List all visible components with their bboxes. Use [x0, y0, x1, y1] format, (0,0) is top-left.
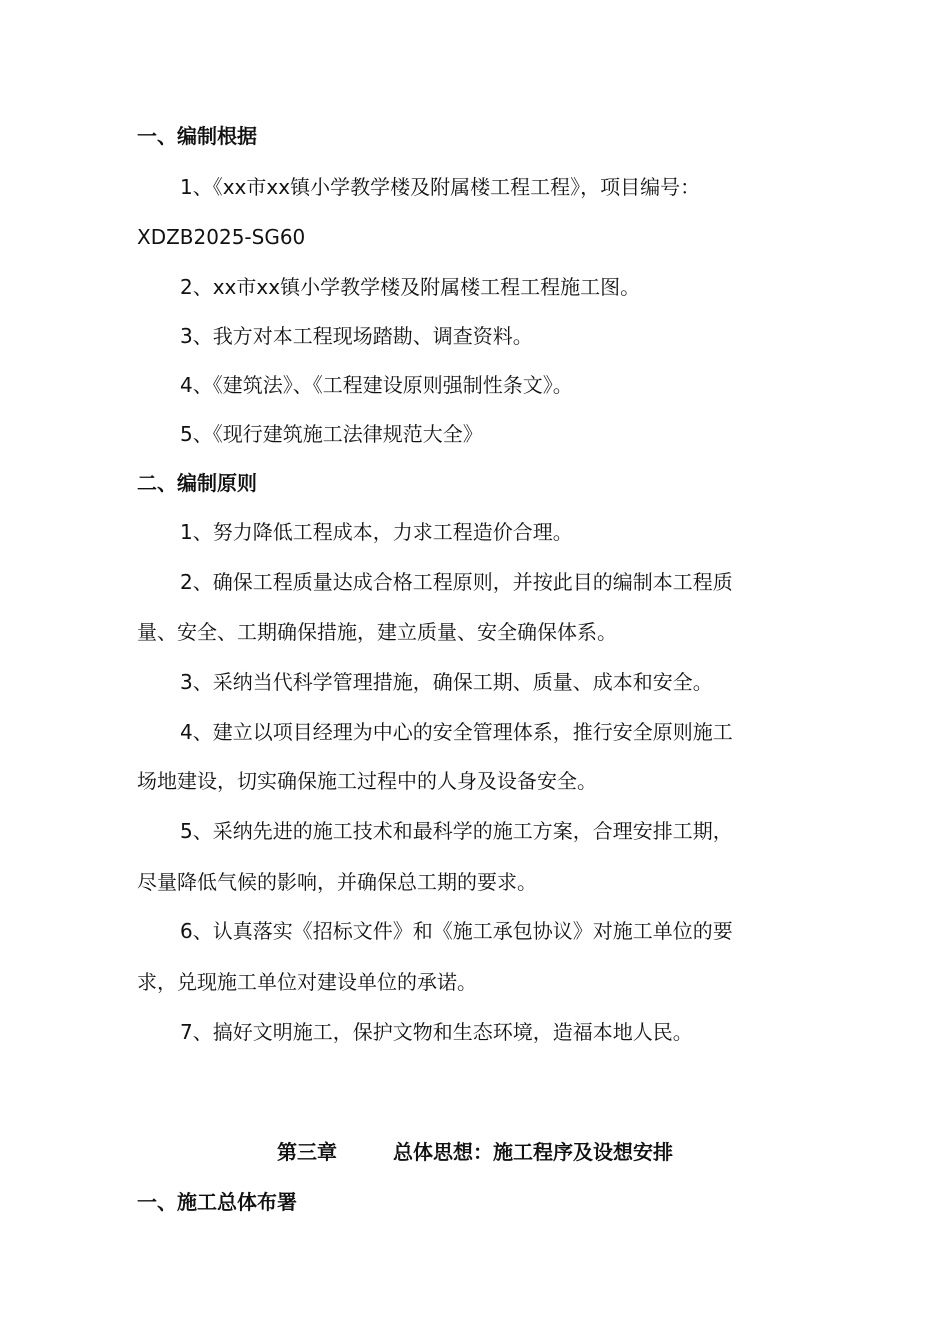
paragraph-line: 5、《现行建筑施工法律规范大全》 [180, 422, 483, 446]
paragraph-line: 1、努力降低工程成本，力求工程造价合理。 [180, 520, 573, 544]
section-heading: 二、编制原则 [137, 471, 257, 495]
paragraph-line: 2、确保工程质量达成合格工程原则，并按此目的编制本工程质 [180, 570, 733, 594]
chapter-heading [0, 1138, 950, 1166]
section-heading: 一、编制根据 [137, 124, 257, 148]
paragraph-line: 4、《建筑法》、《工程建设原则强制性条文》。 [180, 373, 573, 397]
paragraph-line: 1、《xx市xx镇小学教学楼及附属楼工程工程》，项目编号： [180, 175, 701, 199]
paragraph-line: 7、搞好文明施工，保护文物和生态环境，造福本地人民。 [180, 1020, 693, 1044]
paragraph-line: 量、安全、工期确保措施，建立质量、安全确保体系。 [137, 620, 617, 644]
paragraph-line: 求，兑现施工单位对建设单位的承诺。 [137, 970, 477, 994]
chapter-number: 第三章 [277, 1140, 337, 1164]
paragraph-line: 2、xx市xx镇小学教学楼及附属楼工程工程施工图。 [180, 275, 641, 299]
paragraph-line: 场地建设，切实确保施工过程中的人身及设备安全。 [137, 769, 597, 793]
section-heading: 一、施工总体布署 [137, 1190, 297, 1214]
paragraph-line: 6、认真落实《招标文件》和《施工承包协议》对施工单位的要 [180, 919, 733, 943]
chapter-title: 总体思想：施工程序及设想安排 [393, 1140, 673, 1164]
paragraph-line: 3、采纳当代科学管理措施，确保工期、质量、成本和安全。 [180, 670, 713, 694]
paragraph-line: 5、采纳先进的施工技术和最科学的施工方案，合理安排工期， [180, 819, 733, 843]
paragraph-line: 3、我方对本工程现场踏勘、调查资料。 [180, 324, 533, 348]
paragraph-line: XDZB2025-SG60 [137, 225, 306, 249]
paragraph-line: 4、建立以项目经理为中心的安全管理体系，推行安全原则施工 [180, 720, 733, 744]
paragraph-line: 尽量降低气候的影响，并确保总工期的要求。 [137, 870, 537, 894]
